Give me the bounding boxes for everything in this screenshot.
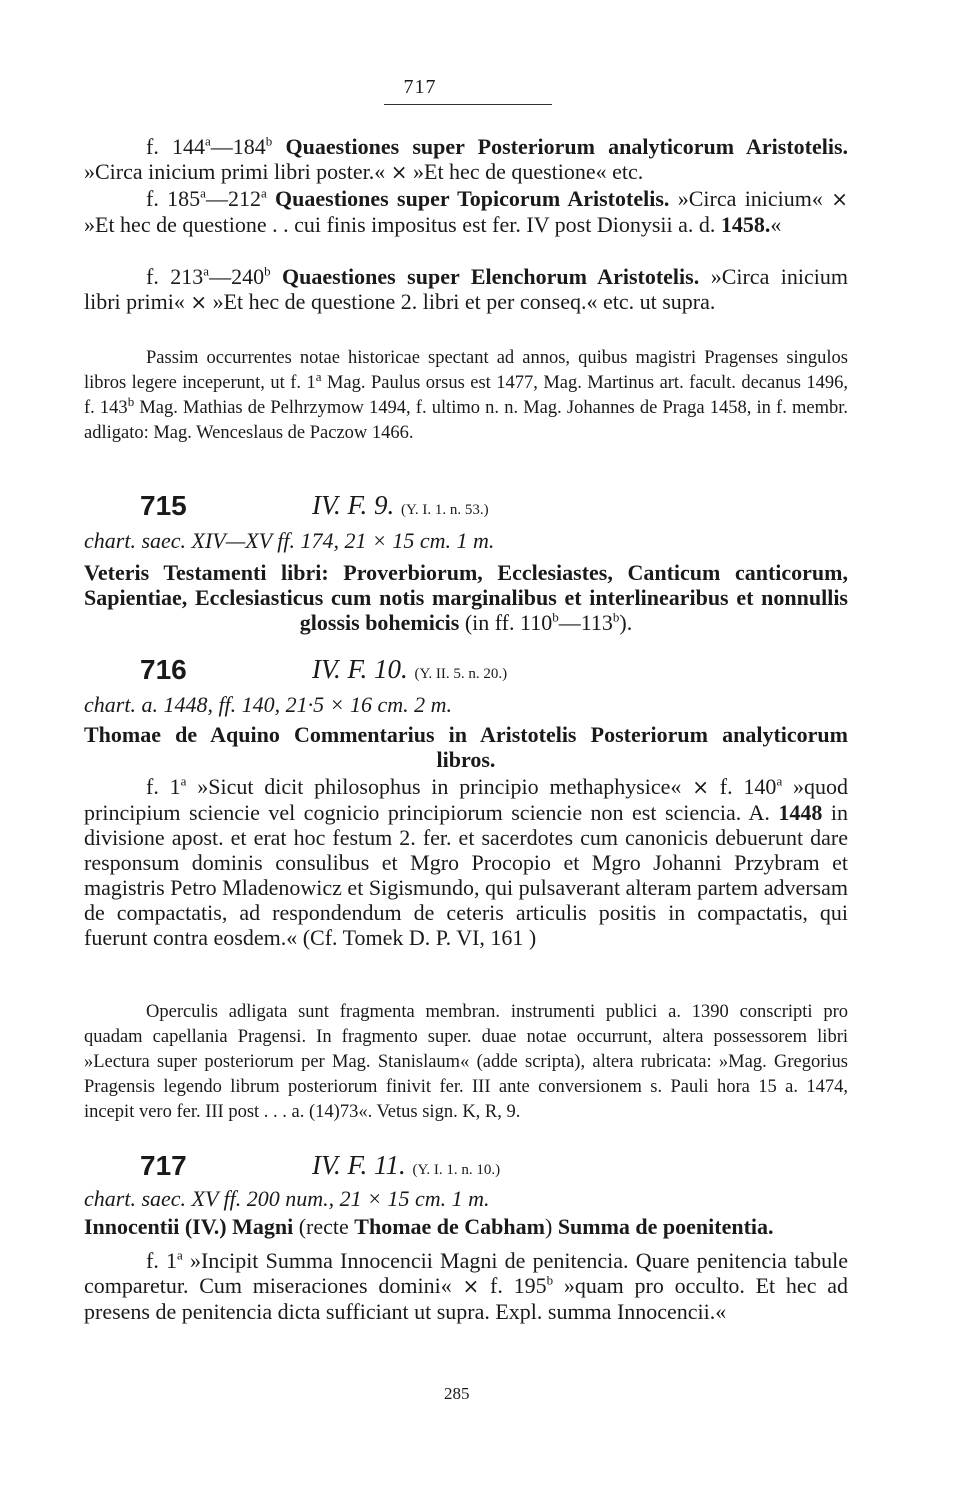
cross-icon: × (462, 1274, 480, 1298)
item-elenchorum: f. 213$^a$—240$^b$ Quaestiones super Elenchorum Aristotelis. »Circa inicium libri primi« × »Et hec de questione 2. libri et per conseq.« etc. ut supra. (84, 263, 849, 314)
entry-717-incipit: f. 1$^a$ »Incipit Summa Innocencii Magni de penitencia. Quare penitencia tabule comparetur. Cum miseraciones domini« × f. 195$^b$ »quam pro occulto. Et hec ad presens de penitencia dicta sufficiant ut supra. Expl. summa Innocencii.« (84, 1247, 848, 1324)
cross-icon: × (831, 187, 848, 211)
entry-715-heading (84, 490, 848, 522)
entry-715-title: Veteris Testamenti libri: Proverbiorum, Ecclesiastes, Canticum canticorum, Sapientiae, Ecclesiasticus cum notis marginalibus et interlinearibus et nonnullis glossis bohemicis (in ff. 110$^b$—113$^b$). (84, 560, 848, 635)
old-signature: (Y. II. 5. n. 20.) (414, 666, 508, 682)
item-topicorum: f. 185$^a$—212$^a$ Quaestiones super Topicorum Aristotelis. »Circa inicium« × »Et hec de questione . . cui finis impositus est fer. IV post Dionysii a. d. 1458.« (84, 185, 848, 237)
old-signature: (Y. I. 1. n. 10.) (412, 1162, 501, 1178)
entry-number: 715 (140, 490, 187, 521)
entry-717-title: Innocentii (IV.) Magni (recte Thomae de Cabham) Summa de poenitentia. (84, 1214, 774, 1239)
entry-number: 717 (140, 1150, 187, 1181)
page-folio: 285 (444, 1384, 470, 1403)
historical-note: Passim occurrentes notae historicae spectant ad annos, quibus magistri Pragenses singulos libros legere inceperunt, ut f. 1$^a$ Mag. Paulus orsus est 1477, Mag. Martinus art. facult. decanus 1496, f. 143$^b$ Mag. Mathias de Pelhrzymow 1494, f. ultimo n. n. Mag. Johannes de Praga 1458, in f. membr. adligato: Mag. Wenceslaus de Paczow 1466. (84, 348, 849, 443)
item-posteriorum: f. 144$^a$—184$^b$ Quaestiones super Posteriorum analyticorum Aristotelis. »Circa inicium primi libri poster.« × »Et hec de questione« etc. (84, 133, 849, 184)
physical-description: chart. saec. XV ff. 200 num., 21 × 15 cm. 1 m. (84, 1186, 490, 1211)
shelfmark: IV. F. 11. (Y. I. 1. n. 10.) (312, 1150, 501, 1180)
header-rule (384, 104, 552, 105)
item-title: Quaestiones super Elenchorum Aristotelis. (282, 264, 700, 289)
running-page-number: 717 (403, 76, 437, 98)
entry-716-incipit: f. 1$^a$ »Sicut dicit philosophus in principio methaphysice« × f. 140$^a$ »quod principium sciencie vel cognicio principiorum sciencie non est sciencia. A. 1448 in divisione apost. et erat hoc festum 2. fer. et sacerdotes cum canonicis debuerunt dare responsum dominis consulibus et Mgro Procopio et Mgro Johanni Przybram et magistris Petro Mladenowicz et Sigismundo, qui pulsaverant alteram partem adversam de compactatis, ad respondendum de ceteris articulis positis in compactatis, qui fuerunt contra eosdem.« (Cf. Tomek D. P. VI, 161 ) (84, 773, 849, 950)
shelfmark: IV. F. 10. (Y. II. 5. n. 20.) (312, 654, 508, 684)
entry-716-note: Operculis adligata sunt fragmenta membran. instrumenti publici a. 1390 conscripti pro quadam capellania Pragensi. In fragmento super. duae notae occurrunt, altera possessorem libri »Lectura super posteriorum per Mag. Stanislaum« (adde scripta), altera rubricata: »Mag. Gregorius Pragensis legendo librum posteriorum finivit fer. III ante conversionem s. Pauli hora 15 a. 1474, incepit vero fer. III post . . . a. (14)73«. Vetus sign. K, R, 9. (84, 1002, 848, 1122)
entry-717-heading (84, 1150, 848, 1182)
item-title: Quaestiones super Posteriorum analyticorum Aristotelis. (285, 134, 849, 159)
item-title: Quaestiones super Topicorum Aristotelis. (275, 186, 670, 211)
cross-icon: × (190, 290, 208, 314)
physical-description: chart. a. 1448, ff. 140, 21·5 × 16 cm. 2 m. (84, 692, 453, 717)
cross-icon: × (390, 160, 408, 184)
physical-description: chart. saec. XIV—XV ff. 174, 21 × 15 cm. 1 m. (84, 528, 495, 553)
entry-716-title: Thomae de Aquino Commentarius in Aristotelis Posteriorum analyticorum libros. (84, 722, 848, 772)
entry-number: 716 (140, 654, 187, 685)
old-signature: (Y. I. 1. n. 53.) (401, 502, 489, 518)
shelfmark: IV. F. 9. (Y. I. 1. n. 53.) (312, 490, 489, 520)
entry-716-heading (84, 654, 848, 686)
cross-icon: × (692, 775, 709, 799)
